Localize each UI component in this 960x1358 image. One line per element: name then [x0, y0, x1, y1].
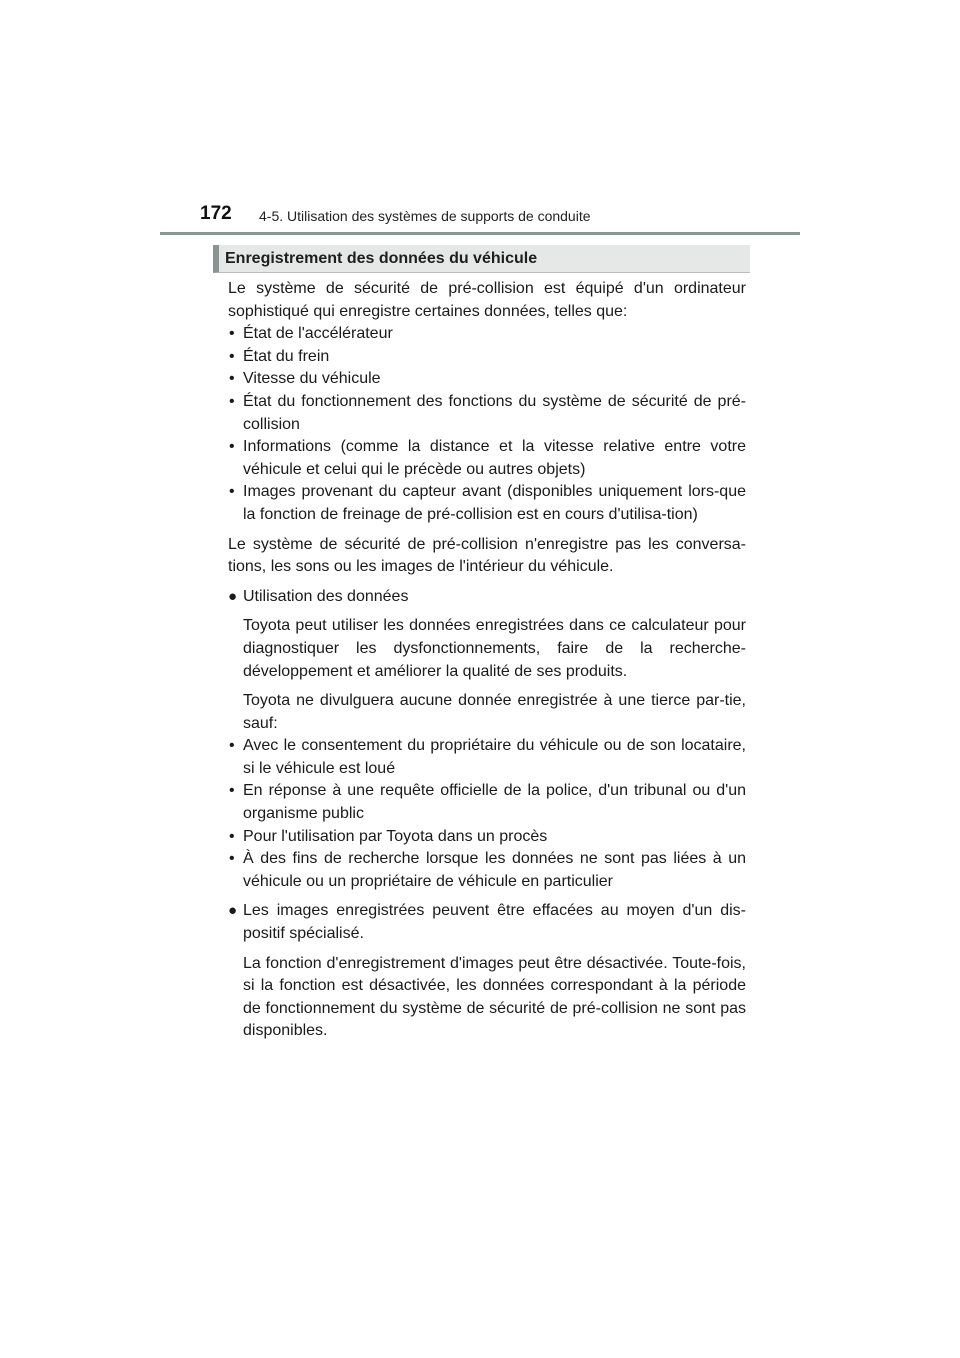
list-item: • Pour l'utilisation par Toyota dans un procès: [228, 826, 746, 849]
list-item: • État du frein: [228, 346, 746, 369]
list-item: • Images provenant du capteur avant (disponibles uniquement lors-que la fonction de freinage de pré-collision est en cours d'utilisa-tion): [228, 481, 746, 526]
list-item: • État du fonctionnement des fonctions du système de sécurité de pré-collision: [228, 391, 746, 436]
usage-title: Utilisation des données: [243, 587, 409, 605]
bullet-dot-icon: ●: [228, 902, 238, 920]
recorded-data-list: [228, 323, 746, 526]
page-number: 172: [200, 203, 232, 224]
list-item: • Informations (comme la distance et la vitesse relative entre votre véhicule et celui qui le précède ou autres objets): [228, 436, 746, 481]
images-section: [228, 900, 746, 945]
list-item: • À des fins de recherche lorsque les données ne sont pas liées à un véhicule ou un propriétaire de véhicule en particulier: [228, 848, 746, 893]
header-divider: [160, 232, 800, 235]
list-item: • État de l'accélérateur: [228, 323, 746, 346]
intro-paragraph: Le système de sécurité de pré-collision est équipé d'un ordinateur sophistiqué qui enregistre certaines données, telles que:: [228, 280, 746, 320]
images-title: Les images enregistrées peuvent être effacées au moyen d'un dis-positif spécialisé.: [243, 902, 746, 943]
usage-paragraph-1: Toyota peut utiliser les données enregistrées dans ce calculateur pour diagnostiquer les dysfonctionnements, faire de la recherche-développement et améliorer la qualité de ses produits.: [243, 617, 746, 680]
section-heading: Enregistrement des données du véhicule: [213, 245, 750, 273]
usage-paragraph-2: Toyota ne divulguera aucune donnée enregistrée à une tierce par-tie, sauf:: [243, 692, 746, 732]
page-content: [228, 278, 746, 1043]
list-item: • Avec le consentement du propriétaire du véhicule ou de son locataire, si le véhicule est loué: [228, 735, 746, 780]
list-item: • En réponse à une requête officielle de la police, d'un tribunal ou d'un organisme public: [228, 780, 746, 825]
not-recorded-paragraph: Le système de sécurité de pré-collision n'enregistre pas les conversa-tions, les sons ou les images de l'intérieur du véhicule.: [228, 535, 746, 576]
usage-section: [228, 586, 746, 609]
bullet-dot-icon: ●: [228, 587, 238, 605]
list-item: • Vitesse du véhicule: [228, 368, 746, 391]
running-header: 4-5. Utilisation des systèmes de supports de conduite: [259, 208, 591, 224]
exceptions-list: [228, 735, 746, 893]
images-paragraph: La fonction d'enregistrement d'images peut être désactivée. Toute-fois, si la fonction est désactivée, les données correspondant à la période de fonctionnement du système de sécurité de pré-collision ne sont pas disponibles.: [243, 954, 746, 1040]
